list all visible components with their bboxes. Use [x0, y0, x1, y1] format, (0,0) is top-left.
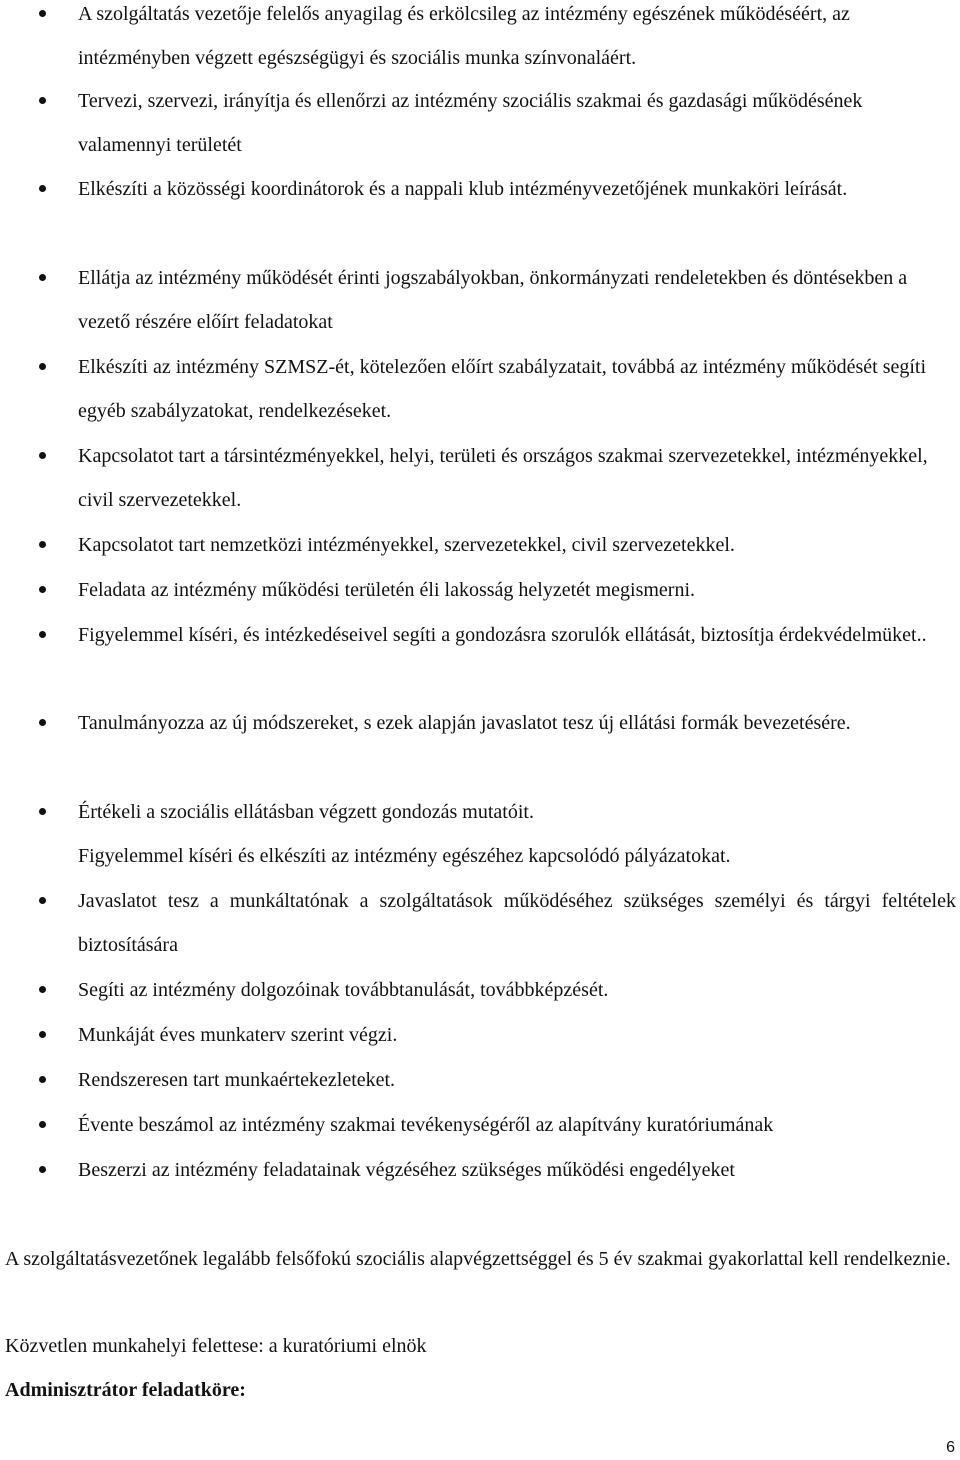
- list-item-text: Munkáját éves munkaterv szerint végzi.: [78, 1024, 398, 1046]
- list-item-text: Tanulmányozza az új módszereket, s ezek alapján javaslatot tesz új ellátási formák bevezetésére.: [78, 712, 851, 734]
- bullet-icon: [39, 897, 46, 904]
- bullet-icon: [39, 541, 46, 548]
- list-item-text: A szolgáltatás vezetője felelős anyagilag és erkölcsileg az intézmény egészének működéséért, az intézményben végzett egészségügyi és szociális munka színvonaláért.: [78, 3, 850, 69]
- list-item-text: Beszerzi az intézmény feladatainak végzéséhez szükséges működési engedélyeket: [78, 1159, 735, 1181]
- list-item-text: Javaslatot tesz a munkáltatónak a szolgáltatások működéséhez szükséges személyi és tárgyi feltételek biztosítására: [78, 890, 956, 956]
- list-item-text: Évente beszámol az intézmény szakmai tevékenységéről az alapítvány kuratóriumának: [78, 1114, 774, 1136]
- bullet-icon: [39, 808, 46, 815]
- bullet-icon: [39, 185, 46, 192]
- list-item-text: Tervezi, szervezi, irányítja és ellenőrzi az intézmény szociális szakmai és gazdasági működésének valamennyi területét: [78, 90, 863, 156]
- list-item-text: Elkészíti a közösségi koordinátorok és a nappali klub intézményvezetőjének munkaköri leírását.: [78, 178, 848, 200]
- bullet-icon: [39, 986, 46, 993]
- bullet-icon: [39, 97, 46, 104]
- list-item-text: Ellátja az intézmény működését érinti jogszabályokban, önkormányzati rendeletekben és döntésekben a vezető részére előírt feladatokat: [78, 267, 908, 333]
- bullet-icon: [39, 1121, 46, 1128]
- list-item-text: Értékeli a szociális ellátásban végzett gondozás mutatóit.: [78, 801, 534, 823]
- list-item-text: Elkészíti az intézmény SZMSZ-ét, kötelezően előírt szabályzatait, továbbá az intézmény működését segíti egyéb szabályzatokat, rendelkezéseket.: [78, 356, 927, 422]
- bullet-icon: [39, 1076, 46, 1083]
- list-item-text: Rendszeresen tart munkaértekezleteket.: [78, 1069, 396, 1091]
- section-heading: Adminisztrátor feladatköre:: [5, 1379, 246, 1401]
- list-item-text: Segíti az intézmény dolgozóinak továbbtanulását, továbbképzését.: [78, 979, 609, 1001]
- bullet-icon: [39, 452, 46, 459]
- bullet-icon: [39, 1031, 46, 1038]
- supervisor-paragraph: Közvetlen munkahelyi felettese: a kuratóriumi elnök: [5, 1335, 427, 1357]
- list-item-text: Kapcsolatot tart a társintézményekkel, helyi, területi és országos szakmai szervezetekkel, intézményekkel, civil szervezetekkel.: [78, 445, 928, 511]
- bullet-icon: [39, 719, 46, 726]
- bullet-icon: [39, 274, 46, 281]
- bullet-icon: [39, 586, 46, 593]
- requirement-paragraph: A szolgáltatásvezetőnek legalább felsőfokú szociális alapvégzettséggel és 5 év szakmai gyakorlattal kell rendelkeznie.: [5, 1248, 951, 1270]
- list-item-text: Figyelemmel kíséri, és intézkedéseivel segíti a gondozásra szorulók ellátását, biztosítja érdekvédelmüket..: [78, 624, 927, 646]
- list-item-text: Feladata az intézmény működési területén éli lakosság helyzetét megismerni.: [78, 579, 696, 601]
- bullet-icon: [39, 363, 46, 370]
- bullet-icon: [39, 631, 46, 638]
- bullet-icon: [39, 10, 46, 17]
- continuation-line: Figyelemmel kíséri és elkészíti az intézmény egészéhez kapcsolódó pályázatokat.: [78, 845, 731, 867]
- list-item-text: Kapcsolatot tart nemzetközi intézményekkel, szervezetekkel, civil szervezetekkel.: [78, 534, 735, 556]
- bullet-icon: [39, 1166, 46, 1173]
- page-number: 6: [946, 1439, 955, 1456]
